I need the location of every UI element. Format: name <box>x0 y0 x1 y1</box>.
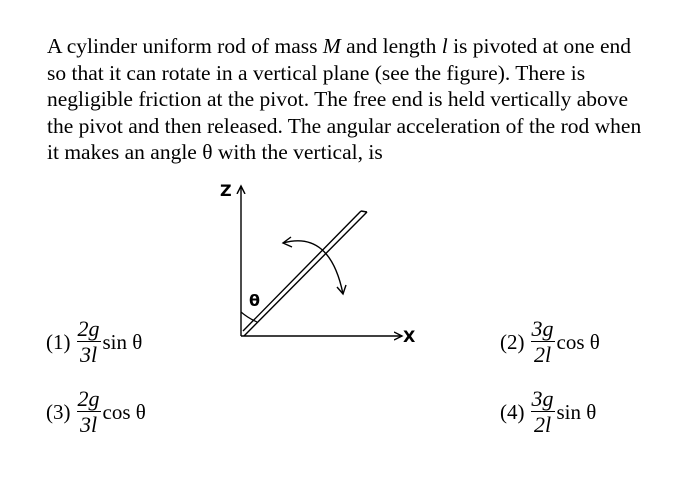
trig-term: sin θ <box>556 400 597 424</box>
rod <box>243 211 367 336</box>
option-1[interactable] <box>46 318 142 367</box>
trig-term: cos θ <box>102 400 146 424</box>
question-part-2: and length <box>340 34 442 58</box>
option-number: (4) <box>500 400 525 424</box>
fraction-numerator: 2g <box>77 316 100 341</box>
fraction-numerator: 2g <box>77 386 100 411</box>
fraction <box>77 318 101 367</box>
question-part-3: is pivoted at one end so that it can rotate in a vertical plane (see the figure). There is negligible friction at the pivot. The free end is held vertically above the pivot and then released. The angular acceleration of the rod when it makes an angle θ with the vertical, is <box>47 34 642 164</box>
fraction-denominator: 2l <box>533 342 552 367</box>
trig-term: sin θ <box>102 330 143 354</box>
option-number: (1) <box>46 330 71 354</box>
option-2[interactable] <box>500 318 600 367</box>
theta-label: θ <box>249 291 260 310</box>
option-number: (2) <box>500 330 525 354</box>
z-axis-label: Z <box>220 181 232 200</box>
option-4[interactable] <box>500 388 596 437</box>
fraction <box>531 388 555 437</box>
fraction <box>531 318 555 367</box>
fraction <box>77 388 101 437</box>
question-part-1: A cylinder uniform rod of mass <box>47 34 323 58</box>
option-3[interactable] <box>46 388 146 437</box>
option-number: (3) <box>46 400 71 424</box>
fraction-denominator: 3l <box>79 342 98 367</box>
fraction-denominator: 3l <box>79 412 98 437</box>
trig-term: cos θ <box>556 330 600 354</box>
mass-symbol: M <box>322 34 341 58</box>
x-axis-label: X <box>403 327 416 346</box>
fraction-denominator: 2l <box>533 412 552 437</box>
fraction-numerator: 3g <box>531 386 554 411</box>
theta-arc <box>241 312 257 322</box>
fraction-numerator: 3g <box>531 316 554 341</box>
length-symbol: l <box>441 34 448 58</box>
